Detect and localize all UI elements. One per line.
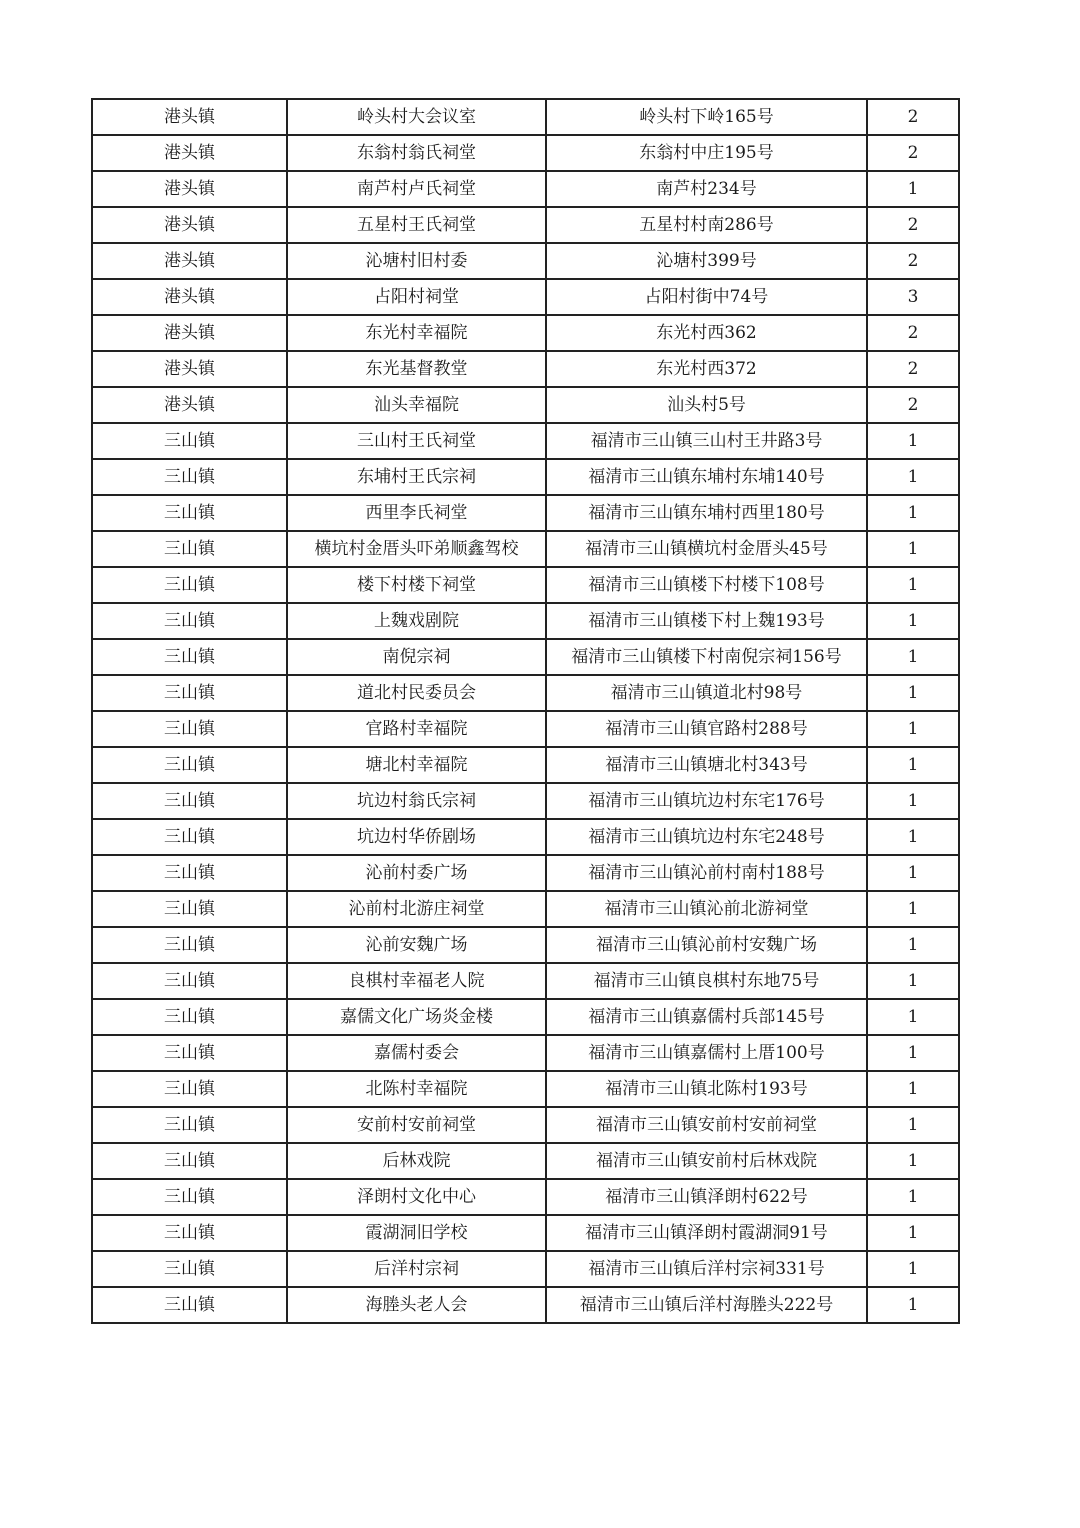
count-cell: 2 xyxy=(867,207,959,243)
address-cell: 五星村村南286号 xyxy=(546,207,867,243)
address-cell: 福清市三山镇东埔村东埔140号 xyxy=(546,459,867,495)
venue-cell: 沁前村北游庄祠堂 xyxy=(287,891,546,927)
address-cell: 福清市三山镇安前村安前祠堂 xyxy=(546,1107,867,1143)
count-cell: 1 xyxy=(867,171,959,207)
venue-cell: 沁前安魏广场 xyxy=(287,927,546,963)
count-cell: 1 xyxy=(867,1143,959,1179)
count-cell: 1 xyxy=(867,747,959,783)
venue-cell: 东翁村翁氏祠堂 xyxy=(287,135,546,171)
count-cell: 1 xyxy=(867,1179,959,1215)
town-cell: 三山镇 xyxy=(92,495,287,531)
address-cell: 汕头村5号 xyxy=(546,387,867,423)
venue-cell: 横坑村金厝头吓弟顺鑫驾校 xyxy=(287,531,546,567)
venue-cell: 三山村王氏祠堂 xyxy=(287,423,546,459)
venue-cell: 西里李氏祠堂 xyxy=(287,495,546,531)
count-cell: 1 xyxy=(867,1071,959,1107)
address-cell: 福清市三山镇东埔村西里180号 xyxy=(546,495,867,531)
venue-cell: 东埔村王氏宗祠 xyxy=(287,459,546,495)
table-row xyxy=(92,495,959,531)
venue-cell: 良棋村幸福老人院 xyxy=(287,963,546,999)
count-cell: 1 xyxy=(867,531,959,567)
town-cell: 三山镇 xyxy=(92,927,287,963)
address-cell: 福清市三山镇安前村后林戏院 xyxy=(546,1143,867,1179)
table-row xyxy=(92,387,959,423)
venue-cell: 上魏戏剧院 xyxy=(287,603,546,639)
town-cell: 三山镇 xyxy=(92,1179,287,1215)
town-cell: 三山镇 xyxy=(92,711,287,747)
table-row xyxy=(92,1107,959,1143)
table-row xyxy=(92,207,959,243)
town-cell: 三山镇 xyxy=(92,855,287,891)
venue-table-body xyxy=(92,99,959,1323)
count-cell: 1 xyxy=(867,1215,959,1251)
address-cell: 福清市三山镇道北村98号 xyxy=(546,675,867,711)
venue-cell: 坑边村翁氏宗祠 xyxy=(287,783,546,819)
address-cell: 福清市三山镇三山村王井路3号 xyxy=(546,423,867,459)
venue-cell: 嘉儒文化广场炎金楼 xyxy=(287,999,546,1035)
address-cell: 福清市三山镇嘉儒村兵部145号 xyxy=(546,999,867,1035)
town-cell: 三山镇 xyxy=(92,1143,287,1179)
venue-cell: 五星村王氏祠堂 xyxy=(287,207,546,243)
table-row xyxy=(92,675,959,711)
table-row xyxy=(92,1143,959,1179)
table-row xyxy=(92,855,959,891)
address-cell: 福清市三山镇嘉儒村上厝100号 xyxy=(546,1035,867,1071)
count-cell: 1 xyxy=(867,639,959,675)
town-cell: 港头镇 xyxy=(92,135,287,171)
table-row xyxy=(92,711,959,747)
count-cell: 1 xyxy=(867,567,959,603)
venue-cell: 汕头幸福院 xyxy=(287,387,546,423)
count-cell: 1 xyxy=(867,963,959,999)
count-cell: 1 xyxy=(867,891,959,927)
table-row xyxy=(92,351,959,387)
venue-cell: 嘉儒村委会 xyxy=(287,1035,546,1071)
town-cell: 三山镇 xyxy=(92,459,287,495)
venue-cell: 东光基督教堂 xyxy=(287,351,546,387)
count-cell: 3 xyxy=(867,279,959,315)
venue-cell: 安前村安前祠堂 xyxy=(287,1107,546,1143)
town-cell: 港头镇 xyxy=(92,387,287,423)
town-cell: 三山镇 xyxy=(92,891,287,927)
address-cell: 福清市三山镇塘北村343号 xyxy=(546,747,867,783)
count-cell: 2 xyxy=(867,99,959,135)
town-cell: 三山镇 xyxy=(92,1251,287,1287)
table-row xyxy=(92,531,959,567)
table-row xyxy=(92,1215,959,1251)
address-cell: 福清市三山镇坑边村东宅248号 xyxy=(546,819,867,855)
address-cell: 福清市三山镇沁前北游祠堂 xyxy=(546,891,867,927)
town-cell: 三山镇 xyxy=(92,603,287,639)
address-cell: 福清市三山镇官路村288号 xyxy=(546,711,867,747)
town-cell: 港头镇 xyxy=(92,279,287,315)
address-cell: 福清市三山镇楼下村楼下108号 xyxy=(546,567,867,603)
venue-cell: 南倪宗祠 xyxy=(287,639,546,675)
table-row xyxy=(92,1035,959,1071)
town-cell: 三山镇 xyxy=(92,963,287,999)
table-row xyxy=(92,1071,959,1107)
town-cell: 港头镇 xyxy=(92,207,287,243)
venue-cell: 海塍头老人会 xyxy=(287,1287,546,1323)
address-cell: 福清市三山镇泽朗村622号 xyxy=(546,1179,867,1215)
address-cell: 福清市三山镇后洋村海塍头222号 xyxy=(546,1287,867,1323)
venue-cell: 泽朗村文化中心 xyxy=(287,1179,546,1215)
venue-cell: 霞湖洞旧学校 xyxy=(287,1215,546,1251)
table-row xyxy=(92,783,959,819)
venue-cell: 东光村幸福院 xyxy=(287,315,546,351)
venue-cell: 道北村民委员会 xyxy=(287,675,546,711)
address-cell: 占阳村街中74号 xyxy=(546,279,867,315)
count-cell: 1 xyxy=(867,711,959,747)
table-row xyxy=(92,135,959,171)
town-cell: 三山镇 xyxy=(92,567,287,603)
town-cell: 三山镇 xyxy=(92,1287,287,1323)
town-cell: 三山镇 xyxy=(92,1215,287,1251)
town-cell: 三山镇 xyxy=(92,675,287,711)
count-cell: 1 xyxy=(867,603,959,639)
address-cell: 福清市三山镇北陈村193号 xyxy=(546,1071,867,1107)
table-row xyxy=(92,1251,959,1287)
address-cell: 福清市三山镇泽朗村霞湖洞91号 xyxy=(546,1215,867,1251)
venue-cell: 官路村幸福院 xyxy=(287,711,546,747)
address-cell: 福清市三山镇沁前村南村188号 xyxy=(546,855,867,891)
table-row xyxy=(92,1179,959,1215)
venue-cell: 南芦村卢氏祠堂 xyxy=(287,171,546,207)
count-cell: 1 xyxy=(867,495,959,531)
venue-cell: 坑边村华侨剧场 xyxy=(287,819,546,855)
address-cell: 福清市三山镇后洋村宗祠331号 xyxy=(546,1251,867,1287)
address-cell: 福清市三山镇横坑村金厝头45号 xyxy=(546,531,867,567)
address-cell: 沁塘村399号 xyxy=(546,243,867,279)
count-cell: 1 xyxy=(867,819,959,855)
count-cell: 1 xyxy=(867,1107,959,1143)
count-cell: 1 xyxy=(867,675,959,711)
town-cell: 三山镇 xyxy=(92,423,287,459)
table-row xyxy=(92,567,959,603)
table-row xyxy=(92,603,959,639)
town-cell: 港头镇 xyxy=(92,315,287,351)
address-cell: 东光村西362 xyxy=(546,315,867,351)
table-row xyxy=(92,315,959,351)
town-cell: 三山镇 xyxy=(92,1107,287,1143)
address-cell: 岭头村下岭165号 xyxy=(546,99,867,135)
venue-cell: 占阳村祠堂 xyxy=(287,279,546,315)
town-cell: 港头镇 xyxy=(92,243,287,279)
count-cell: 1 xyxy=(867,1035,959,1071)
venue-cell: 北陈村幸福院 xyxy=(287,1071,546,1107)
table-row xyxy=(92,747,959,783)
table-row xyxy=(92,99,959,135)
address-cell: 福清市三山镇楼下村南倪宗祠156号 xyxy=(546,639,867,675)
address-cell: 南芦村234号 xyxy=(546,171,867,207)
town-cell: 港头镇 xyxy=(92,171,287,207)
count-cell: 1 xyxy=(867,783,959,819)
venue-cell: 塘北村幸福院 xyxy=(287,747,546,783)
town-cell: 三山镇 xyxy=(92,531,287,567)
venue-cell: 沁塘村旧村委 xyxy=(287,243,546,279)
venue-cell: 沁前村委广场 xyxy=(287,855,546,891)
table-row xyxy=(92,999,959,1035)
town-cell: 港头镇 xyxy=(92,99,287,135)
town-cell: 三山镇 xyxy=(92,999,287,1035)
town-cell: 三山镇 xyxy=(92,1071,287,1107)
address-cell: 福清市三山镇楼下村上魏193号 xyxy=(546,603,867,639)
count-cell: 2 xyxy=(867,135,959,171)
table-row xyxy=(92,819,959,855)
town-cell: 三山镇 xyxy=(92,1035,287,1071)
venue-cell: 岭头村大会议室 xyxy=(287,99,546,135)
count-cell: 1 xyxy=(867,927,959,963)
table-row xyxy=(92,891,959,927)
address-cell: 福清市三山镇良棋村东地75号 xyxy=(546,963,867,999)
town-cell: 三山镇 xyxy=(92,783,287,819)
table-row xyxy=(92,171,959,207)
count-cell: 1 xyxy=(867,423,959,459)
table-row xyxy=(92,639,959,675)
table-row xyxy=(92,279,959,315)
table-row xyxy=(92,423,959,459)
venue-cell: 后洋村宗祠 xyxy=(287,1251,546,1287)
venue-cell: 后林戏院 xyxy=(287,1143,546,1179)
count-cell: 1 xyxy=(867,999,959,1035)
table-row xyxy=(92,243,959,279)
count-cell: 2 xyxy=(867,243,959,279)
town-cell: 三山镇 xyxy=(92,639,287,675)
count-cell: 2 xyxy=(867,351,959,387)
address-cell: 东光村西372 xyxy=(546,351,867,387)
count-cell: 1 xyxy=(867,1251,959,1287)
address-cell: 东翁村中庄195号 xyxy=(546,135,867,171)
table-row xyxy=(92,1287,959,1323)
table-row xyxy=(92,927,959,963)
count-cell: 1 xyxy=(867,1287,959,1323)
count-cell: 2 xyxy=(867,387,959,423)
table-row xyxy=(92,963,959,999)
town-cell: 三山镇 xyxy=(92,819,287,855)
address-cell: 福清市三山镇坑边村东宅176号 xyxy=(546,783,867,819)
table-row xyxy=(92,459,959,495)
count-cell: 1 xyxy=(867,855,959,891)
count-cell: 1 xyxy=(867,459,959,495)
town-cell: 港头镇 xyxy=(92,351,287,387)
address-cell: 福清市三山镇沁前村安魏广场 xyxy=(546,927,867,963)
venue-table xyxy=(91,98,960,1324)
count-cell: 2 xyxy=(867,315,959,351)
town-cell: 三山镇 xyxy=(92,747,287,783)
venue-cell: 楼下村楼下祠堂 xyxy=(287,567,546,603)
